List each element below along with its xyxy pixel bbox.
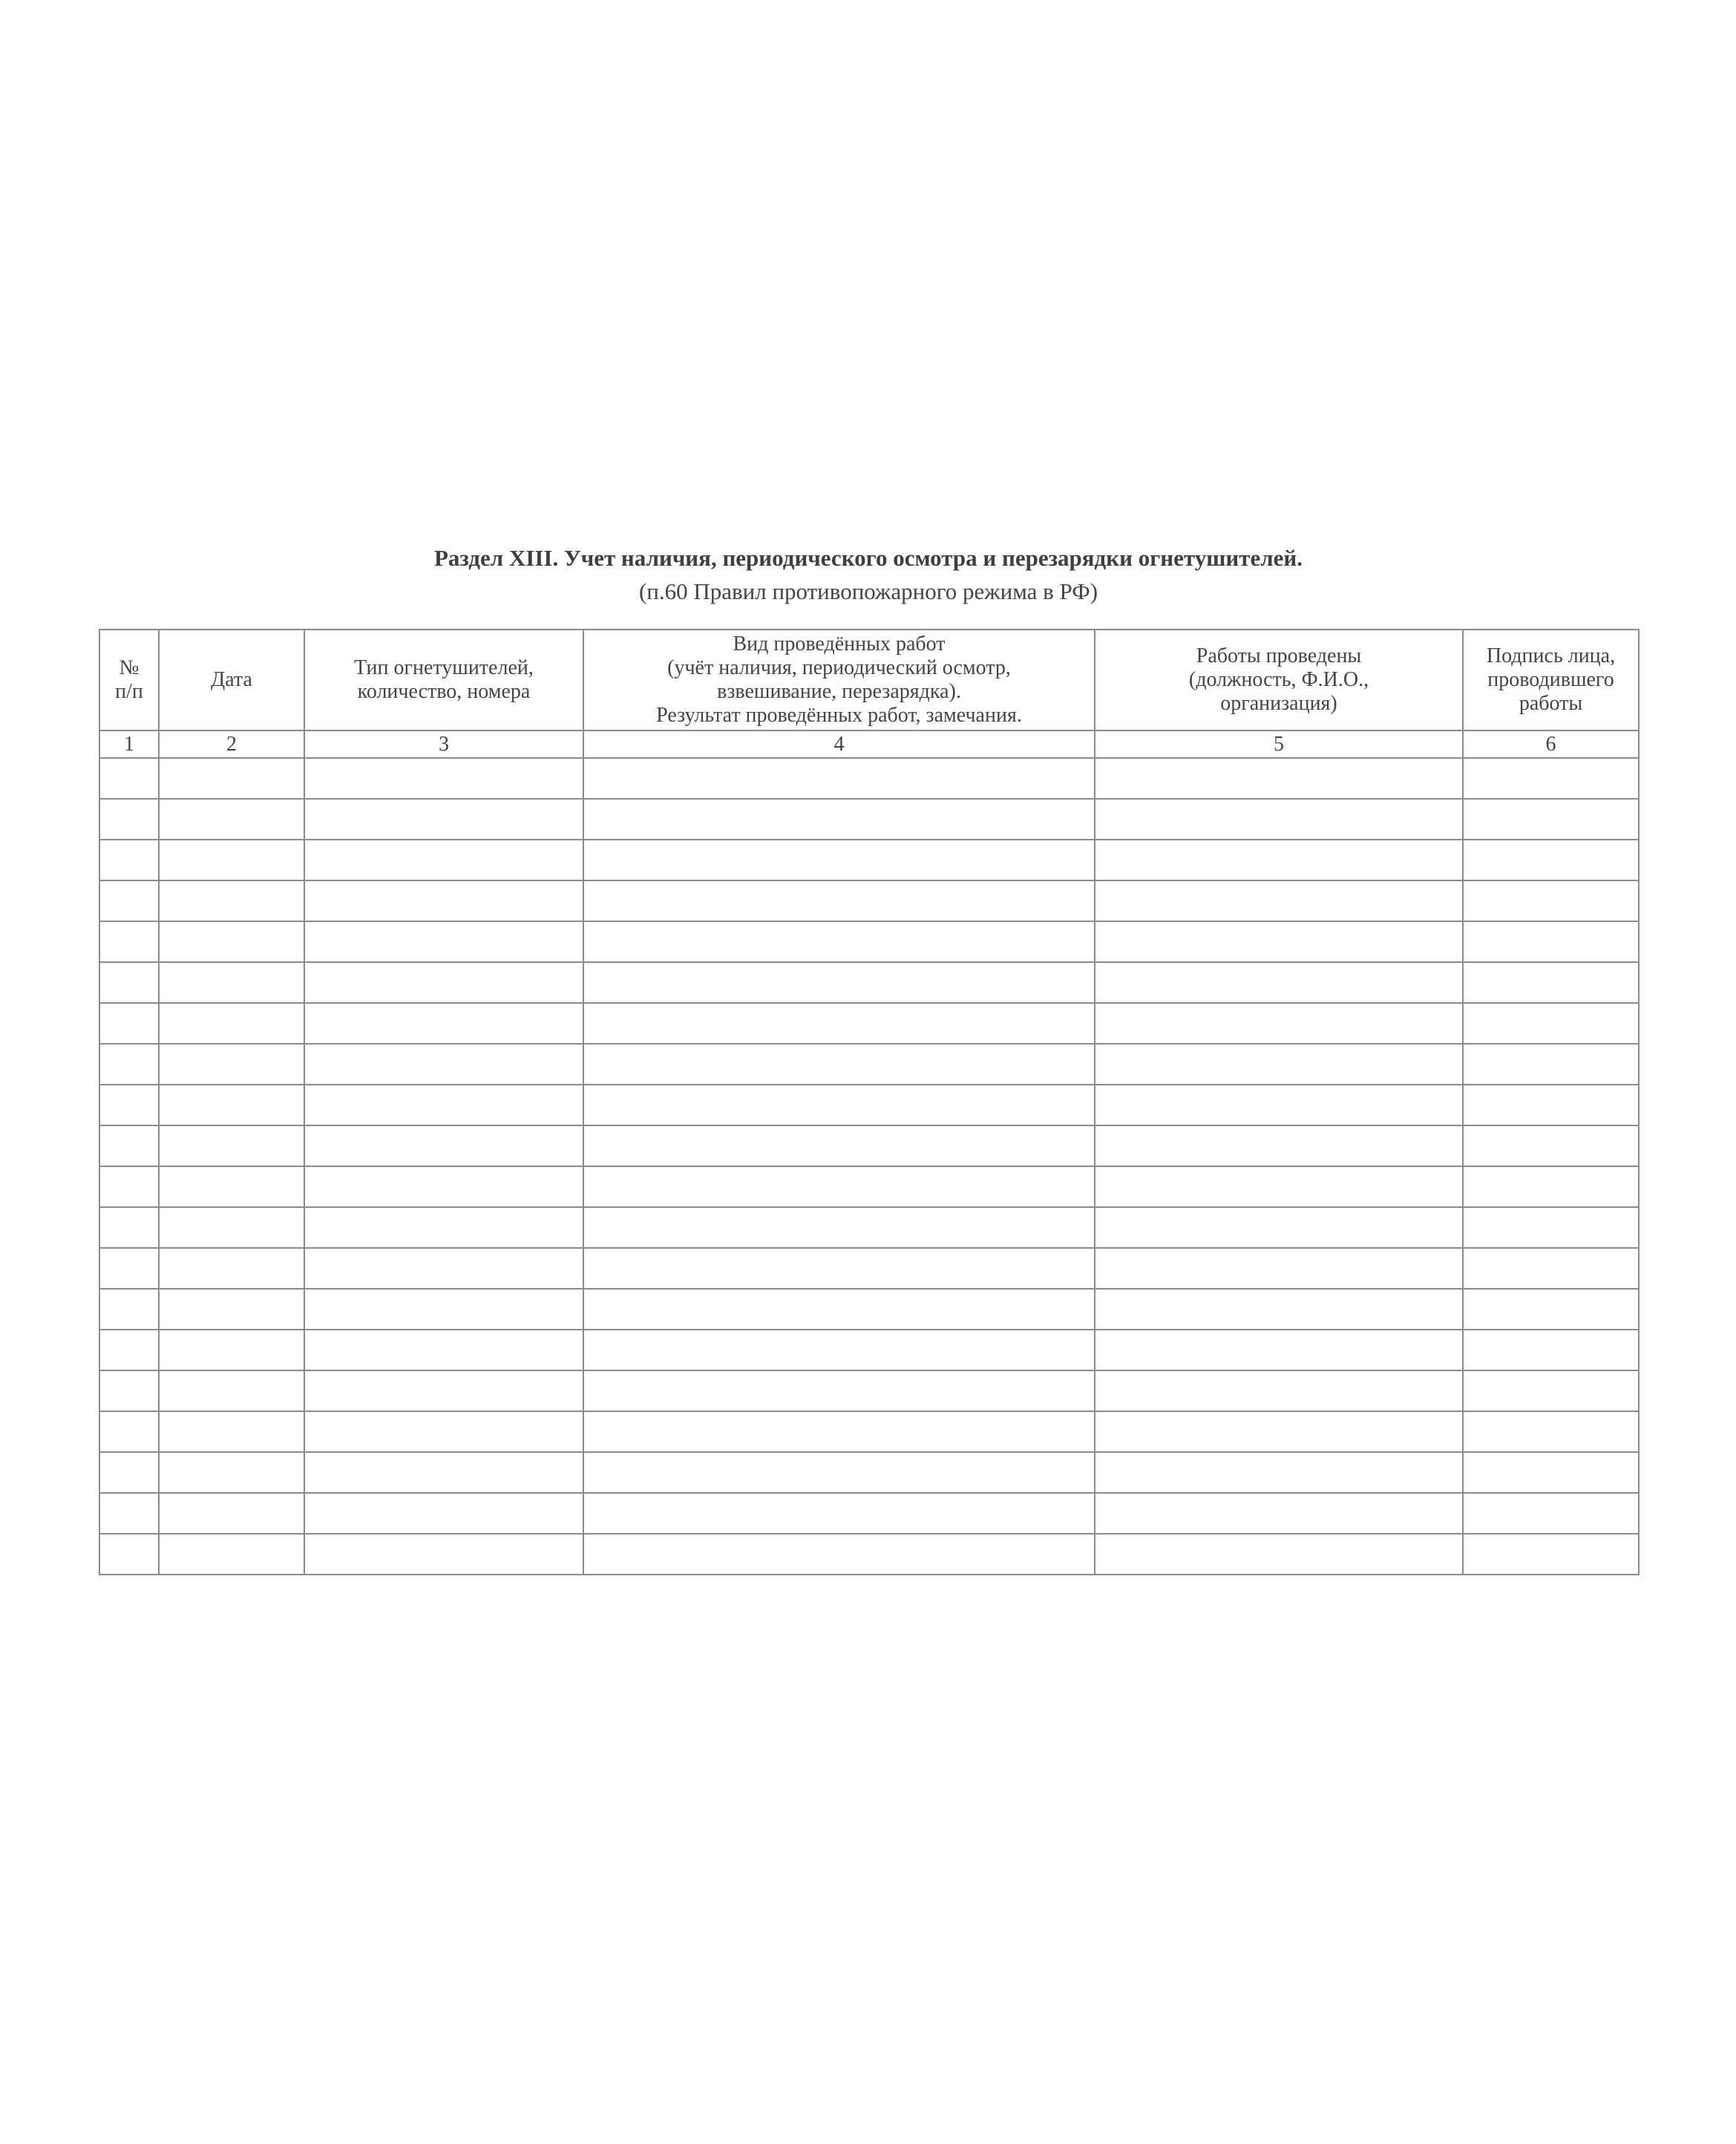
table-cell: [1463, 962, 1639, 1003]
table-cell: [1463, 1452, 1639, 1493]
table-cell: [304, 1166, 583, 1207]
table-cell: [304, 1125, 583, 1166]
table-cell: [583, 1044, 1095, 1085]
column-number: 4: [583, 731, 1095, 758]
table-cell: [99, 1534, 159, 1575]
table-cell: [1463, 1085, 1639, 1125]
table-cell: [99, 1166, 159, 1207]
column-number: 2: [159, 731, 304, 758]
header-line: (учёт наличия, периодический осмотр,: [667, 656, 1011, 679]
table-cell: [304, 880, 583, 921]
header-line: Работы проведены: [1196, 644, 1362, 667]
table-cell: [304, 1003, 583, 1044]
header-line: (должность, Ф.И.О.,: [1188, 668, 1369, 691]
table-cell: [159, 962, 304, 1003]
table-cell: [99, 1207, 159, 1248]
table-cell: [1095, 1411, 1463, 1452]
table-cell: [583, 1493, 1095, 1534]
header-line: работы: [1519, 692, 1583, 715]
table-cell: [99, 758, 159, 799]
table-row: [99, 1493, 1639, 1534]
table-cell: [1463, 1411, 1639, 1452]
table-cell: [1095, 1370, 1463, 1411]
table-cell: [304, 1411, 583, 1452]
table-row: [99, 962, 1639, 1003]
table-cell: [583, 1289, 1095, 1330]
table-cell: [99, 1125, 159, 1166]
table-cell: [1463, 1534, 1639, 1575]
table-cell: [583, 1125, 1095, 1166]
table-cell: [99, 921, 159, 962]
table-row: [99, 799, 1639, 840]
table-body: [99, 758, 1639, 1575]
table-row: [99, 1330, 1639, 1370]
table-cell: [99, 1370, 159, 1411]
table-cell: [1095, 921, 1463, 962]
section-title: Раздел XIII. Учет наличия, периодического осмотра и перезарядки огнетушителей.: [433, 545, 1303, 571]
table-cell: [159, 1207, 304, 1248]
table-cell: [1095, 1166, 1463, 1207]
table-cell: [1463, 799, 1639, 840]
table-cell: [304, 1452, 583, 1493]
table-cell: [304, 1248, 583, 1289]
table-cell: [1463, 1207, 1639, 1248]
header-line: Тип огнетушителей,: [354, 656, 534, 679]
table-row: [99, 1534, 1639, 1575]
table-cell: [99, 1452, 159, 1493]
table-row: [99, 921, 1639, 962]
table-cell: [159, 1166, 304, 1207]
table-cell: [1463, 880, 1639, 921]
header-signature: [1463, 630, 1639, 731]
table-cell: [304, 840, 583, 880]
header-line: Подпись лица,: [1486, 644, 1616, 667]
table-cell: [1095, 758, 1463, 799]
table-row: [99, 1452, 1639, 1493]
table-row: [99, 1003, 1639, 1044]
table-cell: [159, 1493, 304, 1534]
header-line: №: [119, 656, 140, 679]
header-extinguisher-type: [304, 630, 583, 731]
header-line: проводившего: [1487, 668, 1614, 691]
table-cell: [583, 1370, 1095, 1411]
table-cell: [99, 840, 159, 880]
table-cell: [99, 1044, 159, 1085]
table-cell: [583, 1248, 1095, 1289]
table-cell: [159, 1330, 304, 1370]
table-cell: [583, 1003, 1095, 1044]
table-cell: [159, 1003, 304, 1044]
table-cell: [99, 1330, 159, 1370]
table-cell: [583, 1085, 1095, 1125]
table-cell: [1095, 1125, 1463, 1166]
header-line: Результат проведённых работ, замечания.: [656, 704, 1022, 727]
table-cell: [1095, 1534, 1463, 1575]
table-cell: [159, 1044, 304, 1085]
table-cell: [1095, 799, 1463, 840]
table-cell: [1463, 1044, 1639, 1085]
table-cell: [1463, 1125, 1639, 1166]
table-cell: [304, 1044, 583, 1085]
table-cell: [1095, 1085, 1463, 1125]
table-cell: [304, 962, 583, 1003]
table-cell: [159, 758, 304, 799]
table-cell: [1463, 1248, 1639, 1289]
extinguisher-log-table: [99, 629, 1640, 1575]
table-cell: [1095, 880, 1463, 921]
table-cell: [159, 1452, 304, 1493]
table-cell: [99, 1289, 159, 1330]
table-cell: [304, 1085, 583, 1125]
table-cell: [99, 1248, 159, 1289]
table-cell: [159, 799, 304, 840]
header-line: п/п: [115, 680, 143, 703]
table-cell: [1463, 1370, 1639, 1411]
header-date: [159, 630, 304, 731]
header-number: [99, 630, 159, 731]
column-number: 3: [304, 731, 583, 758]
table-cell: [1463, 1493, 1639, 1534]
table-cell: [1463, 921, 1639, 962]
table-cell: [304, 1330, 583, 1370]
table-cell: [99, 1411, 159, 1452]
table-cell: [583, 1207, 1095, 1248]
table-row: [99, 1289, 1639, 1330]
header-performed-by: [1095, 630, 1463, 731]
table-cell: [583, 840, 1095, 880]
table-cell: [1095, 1289, 1463, 1330]
table-row: [99, 1207, 1639, 1248]
column-number-row: [99, 731, 1639, 758]
table-row: [99, 1370, 1639, 1411]
table-header-row: [99, 630, 1639, 731]
table-cell: [159, 1085, 304, 1125]
table-cell: [1095, 1207, 1463, 1248]
table-cell: [1095, 1248, 1463, 1289]
table-cell: [159, 840, 304, 880]
header-line: Дата: [211, 668, 252, 691]
header-line: Вид проведённых работ: [733, 633, 946, 656]
table-cell: [1095, 1044, 1463, 1085]
table-row: [99, 1044, 1639, 1085]
column-number: 1: [99, 731, 159, 758]
table-cell: [304, 1534, 583, 1575]
table-cell: [583, 1534, 1095, 1575]
table-cell: [583, 1166, 1095, 1207]
table-cell: [159, 921, 304, 962]
table-cell: [99, 1003, 159, 1044]
table-cell: [159, 1125, 304, 1166]
table-row: [99, 758, 1639, 799]
table-cell: [159, 1248, 304, 1289]
column-number: 6: [1463, 731, 1639, 758]
table-cell: [99, 799, 159, 840]
table-cell: [159, 1534, 304, 1575]
table-cell: [1463, 1166, 1639, 1207]
table-cell: [304, 1207, 583, 1248]
header-work-type: [583, 630, 1095, 731]
table-cell: [1463, 1289, 1639, 1330]
table-cell: [583, 1411, 1095, 1452]
table-row: [99, 1166, 1639, 1207]
header-line: организация): [1220, 692, 1337, 715]
table-cell: [99, 962, 159, 1003]
table-cell: [159, 1289, 304, 1330]
table-cell: [583, 962, 1095, 1003]
table-cell: [1095, 1452, 1463, 1493]
table-cell: [1095, 840, 1463, 880]
table-cell: [304, 758, 583, 799]
table-cell: [99, 1493, 159, 1534]
table-cell: [1095, 1493, 1463, 1534]
table-cell: [304, 1370, 583, 1411]
table-row: [99, 840, 1639, 880]
table-cell: [583, 799, 1095, 840]
table-row: [99, 1085, 1639, 1125]
table-cell: [583, 1330, 1095, 1370]
table-cell: [583, 880, 1095, 921]
table-cell: [1095, 962, 1463, 1003]
table-cell: [304, 921, 583, 962]
table-cell: [99, 1085, 159, 1125]
table-cell: [159, 1370, 304, 1411]
table-row: [99, 1411, 1639, 1452]
header-line: взвешивание, перезарядка).: [717, 680, 961, 703]
table-cell: [583, 758, 1095, 799]
table-cell: [1463, 1003, 1639, 1044]
table-cell: [583, 1452, 1095, 1493]
table-cell: [1463, 1330, 1639, 1370]
header-line: количество, номера: [357, 680, 531, 703]
table-cell: [304, 1493, 583, 1534]
table-cell: [1463, 758, 1639, 799]
table-row: [99, 1248, 1639, 1289]
table-row: [99, 880, 1639, 921]
table-row: [99, 1125, 1639, 1166]
table-cell: [159, 1411, 304, 1452]
table-cell: [304, 1289, 583, 1330]
table-cell: [1463, 840, 1639, 880]
section-subtitle: (п.60 Правил противопожарного режима в РФ): [638, 578, 1098, 604]
table-cell: [583, 921, 1095, 962]
table-cell: [1095, 1330, 1463, 1370]
table-cell: [304, 799, 583, 840]
table-cell: [99, 880, 159, 921]
table-cell: [159, 880, 304, 921]
table-cell: [1095, 1003, 1463, 1044]
column-number: 5: [1095, 731, 1463, 758]
